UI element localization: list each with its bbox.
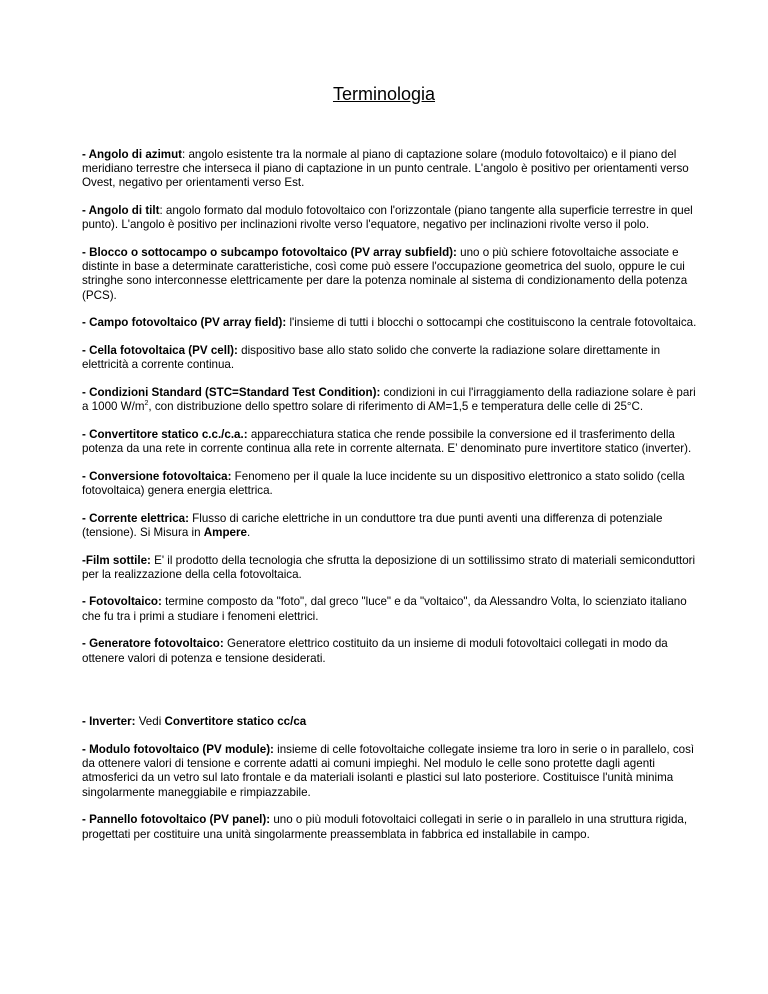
entry-term: - Inverter: [82, 715, 136, 729]
entry-term: - Convertitore statico c.c./c.a.: [82, 427, 248, 441]
entry-definition: uno o più schiere fotovoltaiche associate e distinte in base a determinate caratteristiche, così come può essere l'occupazione geometrica del suolo, oppure le cui stringhe sono interconnesse elettricamente per dare la potenza nominale al sistema di condizionamento della potenza (PCS). [82, 246, 688, 302]
entry-definition: Fenomeno per il quale la luce incidente su un dispositivo elettronico a stato solido (cella fotovoltaica) genera energia elettrica. [82, 469, 685, 497]
glossary-entry-pannello-fotovoltaico [82, 813, 698, 841]
entry-term: - Pannello fotovoltaico (PV panel): [82, 813, 271, 827]
glossary-list [82, 148, 698, 855]
entry-definition: apparecchiatura statica che rende possibile la conversione ed il trasferimento della potenza da una rete in corrente continua alla rete in corrente alternata. E’ denominato pure invertitore statico (inverter). [82, 427, 692, 456]
entry-definition: uno o più moduli fotovoltaici collegati in serie o in parallelo in una struttura rigida, progettati per costituire una unità singolarmente preassemblata in fabbrica ed installabile in campo. [82, 813, 688, 841]
entry-definition: dispositivo base allo stato solido che converte la radiazione solare direttamente in elettricità a corrente continua. [82, 344, 661, 372]
entry-definition: Flusso di cariche elettriche in un conduttore tra due punti aventi una differenza di potenziale (tensione). Si Misura in [82, 511, 663, 539]
glossary-entry-campo-fotovoltaico [82, 316, 698, 330]
entry-definition: Generatore elettrico costituito da un insieme di moduli fotovoltaici collegati in modo da ottenere valori di potenza e tensione desiderati. [82, 637, 668, 665]
glossary-entry-conversione-fotovoltaica [82, 470, 698, 498]
glossary-entry-modulo-fotovoltaico [82, 743, 698, 800]
glossary-entry-angolo-tilt [82, 204, 698, 232]
entry-definition: : angolo formato dal modulo fotovoltaico con l'orizzontale (piano tangente alla superficie terrestre in quel punto). L'angolo è positivo per inclinazioni rivolte verso l'equatore, negativo per inclinazioni rivolte verso il polo. [82, 204, 693, 232]
entry-definition: insieme di celle fotovoltaiche collegate insieme tra loro in serie o in parallelo, così da ottenere valori di tensione e corrente adatti ai comuni impieghi. Nel modulo le celle sono protette dagli agenti atmosferici da un vetro sul lato frontale e da materiali isolanti e plastici sul lato posteriore. Costituisce l'unità minima singolarmente maneggiabile e rimpiazzabile. [82, 742, 695, 799]
glossary-entry-convertitore-statico [82, 428, 698, 456]
entry-definition: termine composto da "foto", dal greco "luce" e da "voltaico", da Alessandro Volta, lo scienziato italiano che fu tra i primi a studiare i fenomeni elettrici. [82, 595, 687, 623]
entry-term: - Blocco o sottocampo o subcampo fotovoltaico (PV array subfield): [82, 246, 457, 260]
entry-definition: : angolo esistente tra la normale al piano di captazione solare (modulo fotovoltaico) e il piano del meridiano terrestre che interseca il piano di captazione in un punto centrale. L'angolo è positivo per orientamenti verso Ovest, negativo per orientamenti verso Est. [82, 148, 689, 190]
entry-definition: l'insieme di tutti i blocchi o sottocampi che costituiscono la centrale fotovoltaica. [286, 316, 697, 330]
entry-definition: Vedi [135, 715, 165, 729]
glossary-entry-generatore-fotovoltaico [82, 637, 698, 665]
glossary-entry-fotovoltaico [82, 595, 698, 623]
blank-space [82, 679, 698, 715]
bold-text: Ampere [203, 525, 247, 539]
entry-term: - Generatore fotovoltaico: [82, 637, 224, 651]
glossary-entry-inverter [82, 715, 698, 729]
entry-term: - Corrente elettrica: [82, 511, 189, 525]
entry-term: - Angolo di azimut [82, 148, 183, 161]
entry-term: - Modulo fotovoltaico (PV module): [82, 742, 274, 756]
glossary-entry-film-sottile [82, 554, 698, 582]
entry-term: -Film sottile: [82, 553, 151, 567]
entry-definition: condizioni in cui l'irraggiamento della radiazione solare è pari a 1000 W/m [82, 385, 696, 414]
entry-definition-cont: . [246, 525, 251, 539]
glossary-entry-blocco-sottocampo [82, 246, 698, 303]
entry-definition-cont: , con distribuzione dello spettro solare di riferimento di AM=1,5 e temperatura delle celle di 25°C. [148, 400, 644, 414]
glossary-entry-corrente-elettrica [82, 512, 698, 540]
bold-text: Convertitore statico cc/ca [164, 715, 307, 729]
entry-term: - Campo fotovoltaico (PV array field): [82, 316, 287, 330]
glossary-entry-condizioni-standard [82, 386, 698, 414]
entry-term: - Angolo di tilt [82, 204, 160, 218]
entry-definition: E' il prodotto della tecnologia che sfrutta la deposizione di un sottilissimo strato di materiali semiconduttori per la realizzazione della cella fotovoltaica. [82, 553, 696, 581]
glossary-entry-angolo-azimut [82, 148, 698, 191]
glossary-entry-cella-fotovoltaica [82, 344, 698, 372]
entry-term: - Cella fotovoltaica (PV cell): [82, 344, 238, 358]
superscript: 2 [144, 400, 149, 408]
page-title: Terminologia [332, 84, 436, 104]
entry-term: - Condizioni Standard (STC=Standard Test Condition): [82, 385, 381, 399]
entry-term: - Conversione fotovoltaica: [82, 469, 232, 483]
entry-term: - Fotovoltaico: [82, 595, 162, 609]
